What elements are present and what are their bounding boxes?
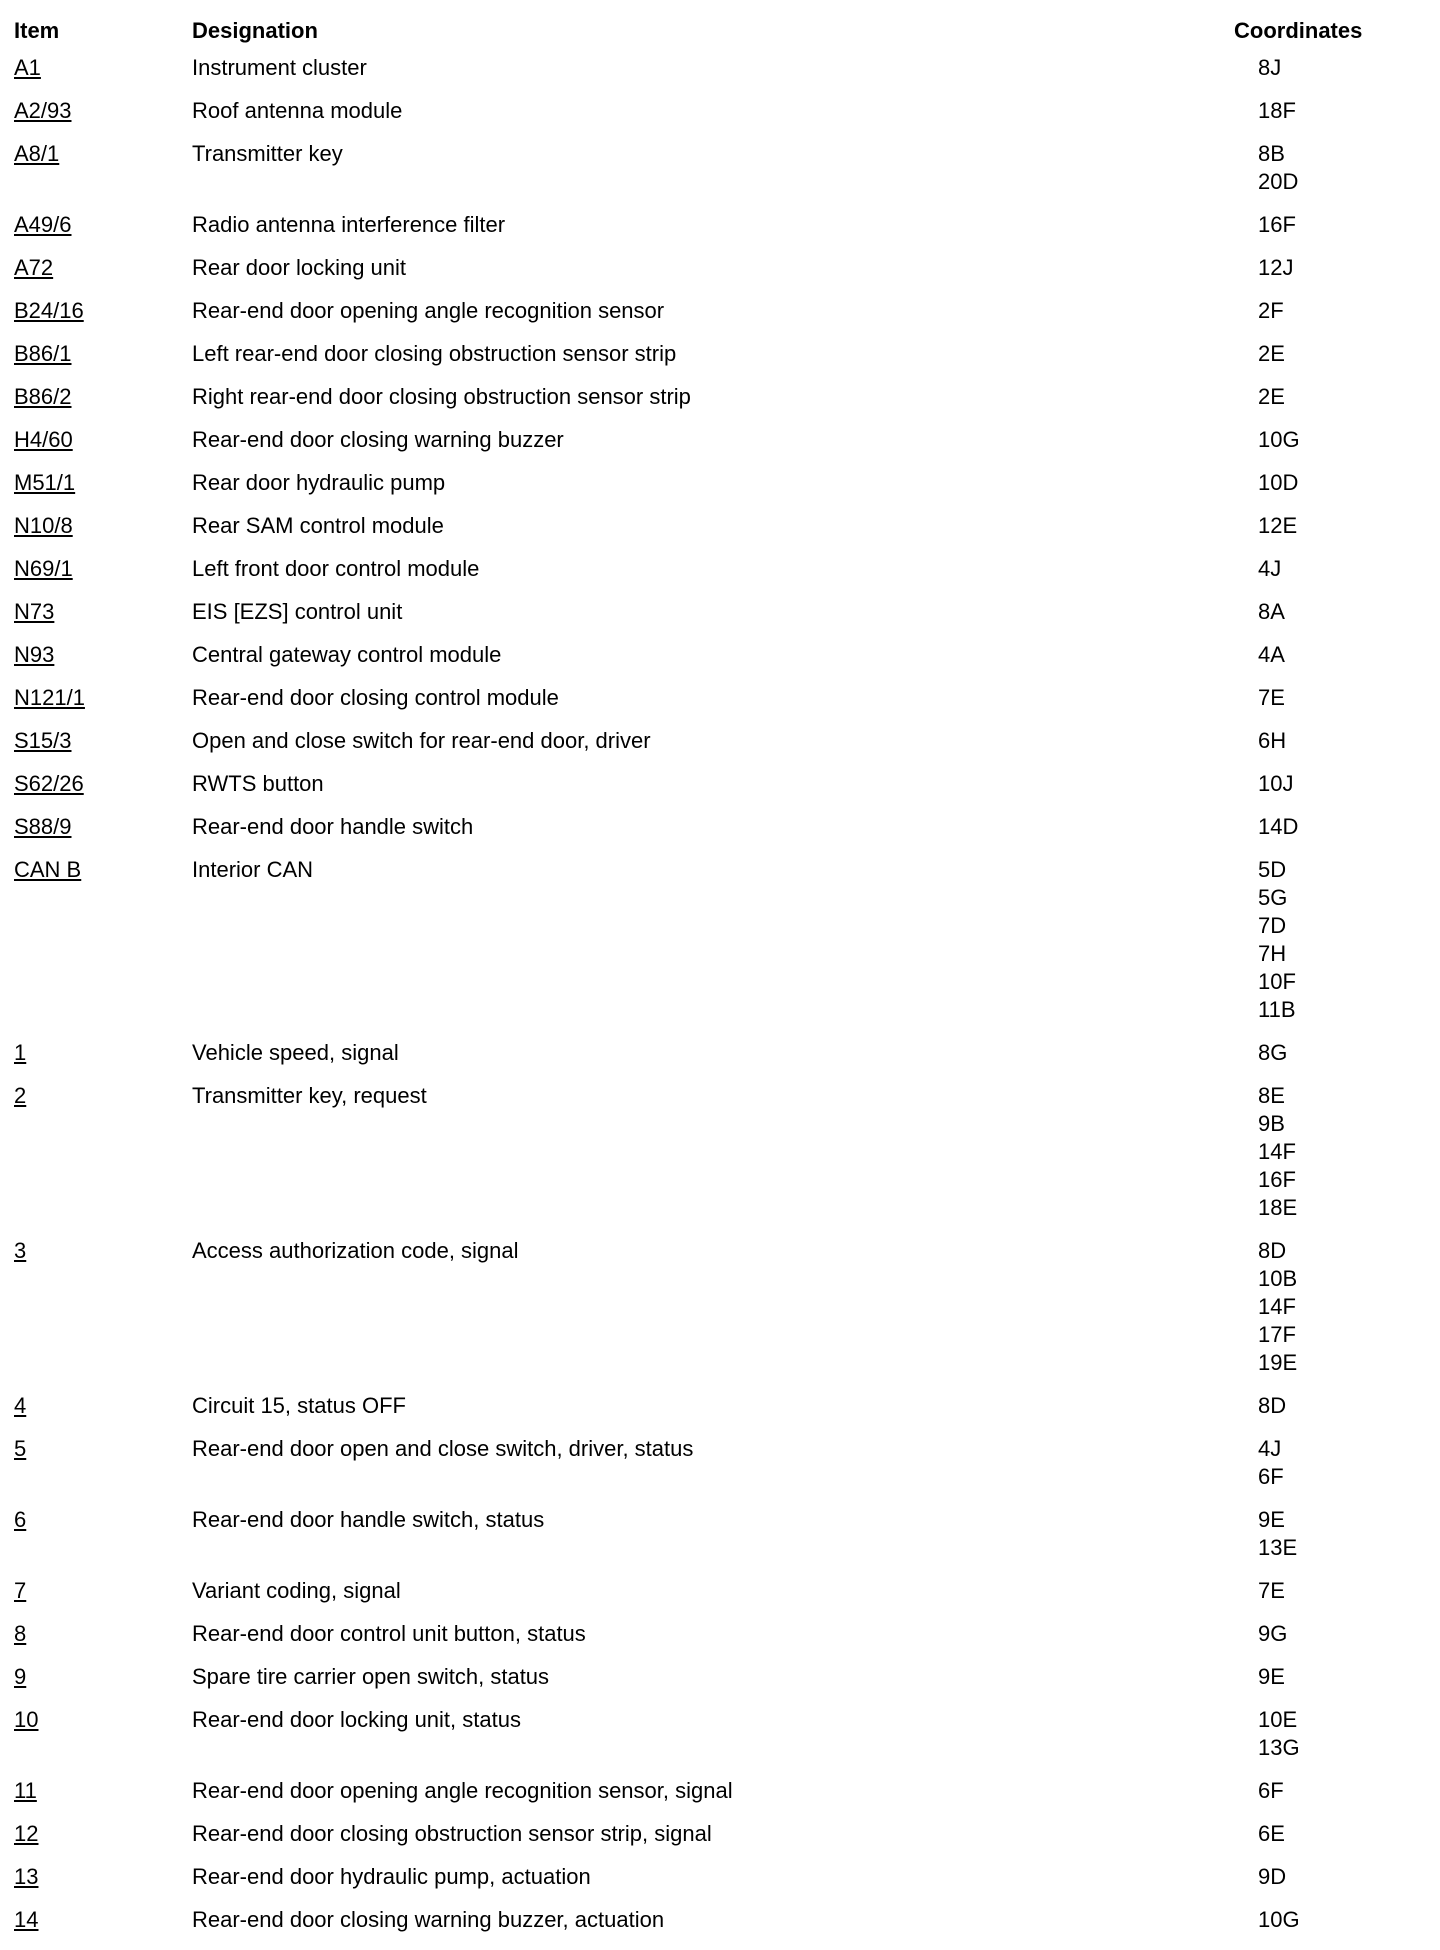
coordinate-value: 6F <box>1258 1464 1284 1489</box>
item-link[interactable]: 12 <box>14 1821 39 1846</box>
item-cell <box>14 1820 192 1863</box>
item-link[interactable]: 7 <box>14 1578 27 1603</box>
coordinates-cell <box>1224 1777 1424 1820</box>
coordinate-value: 6F <box>1258 1778 1284 1803</box>
item-cell <box>14 1706 192 1777</box>
item-link[interactable]: 9 <box>14 1664 27 1689</box>
coordinate-value: 10J <box>1258 771 1294 796</box>
item-link[interactable]: N69/1 <box>14 556 73 581</box>
coordinates-cell <box>1224 770 1424 813</box>
table-row <box>14 1863 1424 1906</box>
coordinate-value: 16F <box>1258 212 1296 237</box>
coordinates-cell <box>1224 1082 1424 1237</box>
item-cell <box>14 140 192 211</box>
item-link[interactable]: A49/6 <box>14 212 72 237</box>
coordinate-value: 5G <box>1258 885 1288 910</box>
table-row <box>14 727 1424 770</box>
coordinate-value: 4J <box>1258 1436 1282 1461</box>
item-cell <box>14 426 192 469</box>
item-link[interactable]: N121/1 <box>14 685 85 710</box>
coordinate-value: 2E <box>1258 384 1285 409</box>
coordinate-value: 18F <box>1258 98 1296 123</box>
designation-cell: Rear SAM control module <box>192 513 444 538</box>
designation-cell: Radio antenna interference filter <box>192 212 506 237</box>
item-cell <box>14 555 192 598</box>
item-cell <box>14 1039 192 1082</box>
item-link[interactable]: S62/26 <box>14 771 84 796</box>
item-cell <box>14 684 192 727</box>
coordinates-cell <box>1224 469 1424 512</box>
coordinates-cell <box>1224 254 1424 297</box>
item-link[interactable]: 5 <box>14 1436 27 1461</box>
item-link[interactable]: H4/60 <box>14 427 73 452</box>
item-cell <box>14 211 192 254</box>
designation-cell: Rear-end door control unit button, status <box>192 1621 586 1646</box>
table-row <box>14 340 1424 383</box>
item-link[interactable]: A2/93 <box>14 98 72 123</box>
table-row <box>14 512 1424 555</box>
item-link[interactable]: 1 <box>14 1040 27 1065</box>
coordinate-value: 8D <box>1258 1393 1287 1418</box>
coordinate-value: 20D <box>1258 169 1299 194</box>
coordinate-value: 10D <box>1258 470 1299 495</box>
item-link[interactable]: 2 <box>14 1083 27 1108</box>
coordinates-cell <box>1224 813 1424 856</box>
designation-cell: Rear-end door open and close switch, driver, status <box>192 1436 694 1461</box>
table-row <box>14 211 1424 254</box>
designation-cell: Variant coding, signal <box>192 1578 401 1603</box>
coordinates-cell <box>1224 1039 1424 1082</box>
coordinate-value: 2F <box>1258 298 1284 323</box>
coordinate-value: 10F <box>1258 969 1296 994</box>
coordinate-value: 19E <box>1258 1350 1298 1375</box>
designation-cell: EIS [EZS] control unit <box>192 599 403 624</box>
table-row <box>14 641 1424 684</box>
table-row <box>14 1706 1424 1777</box>
coordinate-value: 9E <box>1258 1664 1285 1689</box>
coordinate-value: 11B <box>1258 997 1296 1022</box>
item-cell <box>14 54 192 97</box>
table-row <box>14 254 1424 297</box>
table-row <box>14 555 1424 598</box>
item-cell <box>14 641 192 684</box>
designation-cell: Access authorization code, signal <box>192 1238 519 1263</box>
coordinate-value: 5D <box>1258 857 1287 882</box>
coordinates-cell <box>1224 1237 1424 1392</box>
coordinates-cell <box>1224 1392 1424 1435</box>
coordinate-value: 16F <box>1258 1167 1296 1192</box>
item-link[interactable]: N10/8 <box>14 513 73 538</box>
item-link[interactable]: 14 <box>14 1907 39 1932</box>
item-cell <box>14 469 192 512</box>
item-cell <box>14 1577 192 1620</box>
item-cell <box>14 856 192 1039</box>
item-link[interactable]: 6 <box>14 1507 27 1532</box>
coordinate-value: 10B <box>1258 1266 1298 1291</box>
table-row <box>14 1620 1424 1663</box>
coordinates-cell <box>1224 856 1424 1039</box>
coordinates-cell <box>1224 297 1424 340</box>
item-cell <box>14 1082 192 1237</box>
coordinate-value: 8D <box>1258 1238 1287 1263</box>
coordinate-value: 4J <box>1258 556 1282 581</box>
coordinates-cell <box>1224 1577 1424 1620</box>
coordinate-value: 10G <box>1258 1907 1300 1932</box>
designation-cell: Vehicle speed, signal <box>192 1040 399 1065</box>
coordinate-value: 10E <box>1258 1707 1298 1732</box>
coordinate-value: 6E <box>1258 1821 1285 1846</box>
designation-cell: Rear-end door handle switch <box>192 814 474 839</box>
table-row <box>14 97 1424 140</box>
coordinate-value: 9G <box>1258 1621 1288 1646</box>
coordinate-value: 7E <box>1258 1578 1285 1603</box>
item-cell <box>14 512 192 555</box>
table-row <box>14 1906 1424 1949</box>
coordinate-value: 10G <box>1258 427 1300 452</box>
designation-cell: Circuit 15, status OFF <box>192 1393 406 1418</box>
coordinates-cell <box>1224 1706 1424 1777</box>
table-row <box>14 1506 1424 1577</box>
coordinates-cell <box>1224 1906 1424 1949</box>
legend-table <box>14 18 1424 1949</box>
coordinates-cell <box>1224 97 1424 140</box>
coordinate-value: 17F <box>1258 1322 1296 1347</box>
coordinate-value: 6H <box>1258 728 1287 753</box>
item-cell <box>14 1663 192 1706</box>
designation-cell: Roof antenna module <box>192 98 403 123</box>
item-link[interactable]: 3 <box>14 1238 27 1263</box>
coordinates-cell <box>1224 555 1424 598</box>
item-cell <box>14 1906 192 1949</box>
coordinate-value: 14D <box>1258 814 1299 839</box>
table-row <box>14 1435 1424 1506</box>
coordinates-cell <box>1224 211 1424 254</box>
designation-cell: Interior CAN <box>192 857 314 882</box>
item-cell <box>14 1237 192 1392</box>
table-row <box>14 770 1424 813</box>
table-row <box>14 1820 1424 1863</box>
coordinates-cell <box>1224 383 1424 426</box>
designation-cell: Rear-end door closing warning buzzer, actuation <box>192 1907 665 1932</box>
coordinates-cell <box>1224 598 1424 641</box>
coordinate-value: 8B <box>1258 141 1285 166</box>
item-cell <box>14 1620 192 1663</box>
coordinate-value: 8A <box>1258 599 1285 624</box>
coordinate-value: 8E <box>1258 1083 1285 1108</box>
table-row <box>14 856 1424 1039</box>
designation-cell: RWTS button <box>192 771 324 796</box>
coordinate-value: 13E <box>1258 1535 1298 1560</box>
coordinate-value: 12E <box>1258 513 1298 538</box>
item-cell <box>14 813 192 856</box>
item-link[interactable]: S88/9 <box>14 814 72 839</box>
item-cell <box>14 1435 192 1506</box>
coordinates-cell <box>1224 140 1424 211</box>
table-row <box>14 54 1424 97</box>
item-cell <box>14 770 192 813</box>
item-link[interactable]: M51/1 <box>14 470 76 495</box>
coordinate-value: 9E <box>1258 1507 1285 1532</box>
coordinates-cell <box>1224 512 1424 555</box>
designation-cell: Rear-end door locking unit, status <box>192 1707 521 1732</box>
table-row <box>14 469 1424 512</box>
item-link[interactable]: A72 <box>14 255 54 280</box>
coordinate-value: 8G <box>1258 1040 1288 1065</box>
table-row <box>14 1577 1424 1620</box>
coordinate-value: 14F <box>1258 1294 1296 1319</box>
item-cell <box>14 1863 192 1906</box>
coordinates-cell <box>1224 684 1424 727</box>
table-row <box>14 140 1424 211</box>
coordinate-value: 9B <box>1258 1111 1285 1136</box>
designation-cell: Rear-end door opening angle recognition sensor <box>192 298 665 323</box>
table-row <box>14 1392 1424 1435</box>
designation-cell: Central gateway control module <box>192 642 502 667</box>
coordinate-value: 13G <box>1258 1735 1300 1760</box>
coordinate-value: 9D <box>1258 1864 1287 1889</box>
designation-cell: Left rear-end door closing obstruction sensor strip <box>192 341 677 366</box>
table-body <box>14 54 1424 1949</box>
coordinate-value: 4A <box>1258 642 1285 667</box>
item-link[interactable]: 4 <box>14 1393 27 1418</box>
item-link[interactable]: A1 <box>14 55 41 80</box>
item-link[interactable]: B24/16 <box>14 298 84 323</box>
designation-cell: Instrument cluster <box>192 55 367 80</box>
item-link[interactable]: 10 <box>14 1707 39 1732</box>
item-cell <box>14 1777 192 1820</box>
coordinates-cell <box>1224 1663 1424 1706</box>
table-row <box>14 1039 1424 1082</box>
coordinates-cell <box>1224 1620 1424 1663</box>
coordinate-value: 2E <box>1258 341 1285 366</box>
item-link[interactable]: 11 <box>14 1778 37 1803</box>
table-row <box>14 1777 1424 1820</box>
coordinates-cell <box>1224 1435 1424 1506</box>
table-row <box>14 426 1424 469</box>
table-row <box>14 1663 1424 1706</box>
coordinates-cell <box>1224 54 1424 97</box>
coordinates-cell <box>1224 426 1424 469</box>
item-cell <box>14 340 192 383</box>
item-cell <box>14 97 192 140</box>
header-row <box>14 18 1424 54</box>
designation-cell: Left front door control module <box>192 556 480 581</box>
item-cell <box>14 1392 192 1435</box>
coordinate-value: 8J <box>1258 55 1282 80</box>
designation-cell: Rear-end door closing control module <box>192 685 559 710</box>
item-cell <box>14 297 192 340</box>
item-link[interactable]: B86/1 <box>14 341 72 366</box>
item-link[interactable]: S15/3 <box>14 728 72 753</box>
item-link[interactable]: A8/1 <box>14 141 60 166</box>
header-coordinates: Coordinates <box>1234 18 1363 43</box>
designation-cell: Rear-end door hydraulic pump, actuation <box>192 1864 591 1889</box>
designation-cell: Transmitter key <box>192 141 343 166</box>
item-cell <box>14 1506 192 1577</box>
coordinates-cell <box>1224 1506 1424 1577</box>
designation-cell: Open and close switch for rear-end door, driver <box>192 728 651 753</box>
designation-cell: Rear-end door opening angle recognition sensor, signal <box>192 1778 733 1803</box>
designation-cell: Rear-end door handle switch, status <box>192 1507 545 1532</box>
coordinates-cell <box>1224 1863 1424 1906</box>
coordinates-cell <box>1224 1820 1424 1863</box>
item-cell <box>14 383 192 426</box>
table-row <box>14 813 1424 856</box>
item-link[interactable]: CAN B <box>14 857 82 882</box>
header-designation: Designation <box>192 18 318 43</box>
item-link[interactable]: B86/2 <box>14 384 72 409</box>
coordinate-value: 18E <box>1258 1195 1298 1220</box>
item-link[interactable]: 13 <box>14 1864 39 1889</box>
designation-cell: Rear-end door closing obstruction sensor strip, signal <box>192 1821 712 1846</box>
designation-cell: Rear-end door closing warning buzzer <box>192 427 564 452</box>
coordinates-cell <box>1224 340 1424 383</box>
designation-cell: Right rear-end door closing obstruction sensor strip <box>192 384 691 409</box>
item-cell <box>14 727 192 770</box>
table-row <box>14 383 1424 426</box>
coordinates-cell <box>1224 727 1424 770</box>
item-link[interactable]: N73 <box>14 599 55 624</box>
table-row <box>14 598 1424 641</box>
coordinate-value: 14F <box>1258 1139 1296 1164</box>
table-row <box>14 684 1424 727</box>
table-row <box>14 1082 1424 1237</box>
header-item: Item <box>14 18 60 43</box>
item-link[interactable]: 8 <box>14 1621 27 1646</box>
coordinates-cell <box>1224 641 1424 684</box>
coordinate-value: 7H <box>1258 941 1287 966</box>
designation-cell: Rear door locking unit <box>192 255 407 280</box>
coordinate-value: 7E <box>1258 685 1285 710</box>
table-row <box>14 297 1424 340</box>
designation-cell: Spare tire carrier open switch, status <box>192 1664 550 1689</box>
coordinate-value: 7D <box>1258 913 1287 938</box>
item-cell <box>14 598 192 641</box>
coordinate-value: 12J <box>1258 255 1294 280</box>
item-link[interactable]: N93 <box>14 642 55 667</box>
table-row <box>14 1237 1424 1392</box>
item-cell <box>14 254 192 297</box>
designation-cell: Transmitter key, request <box>192 1083 427 1108</box>
designation-cell: Rear door hydraulic pump <box>192 470 446 495</box>
